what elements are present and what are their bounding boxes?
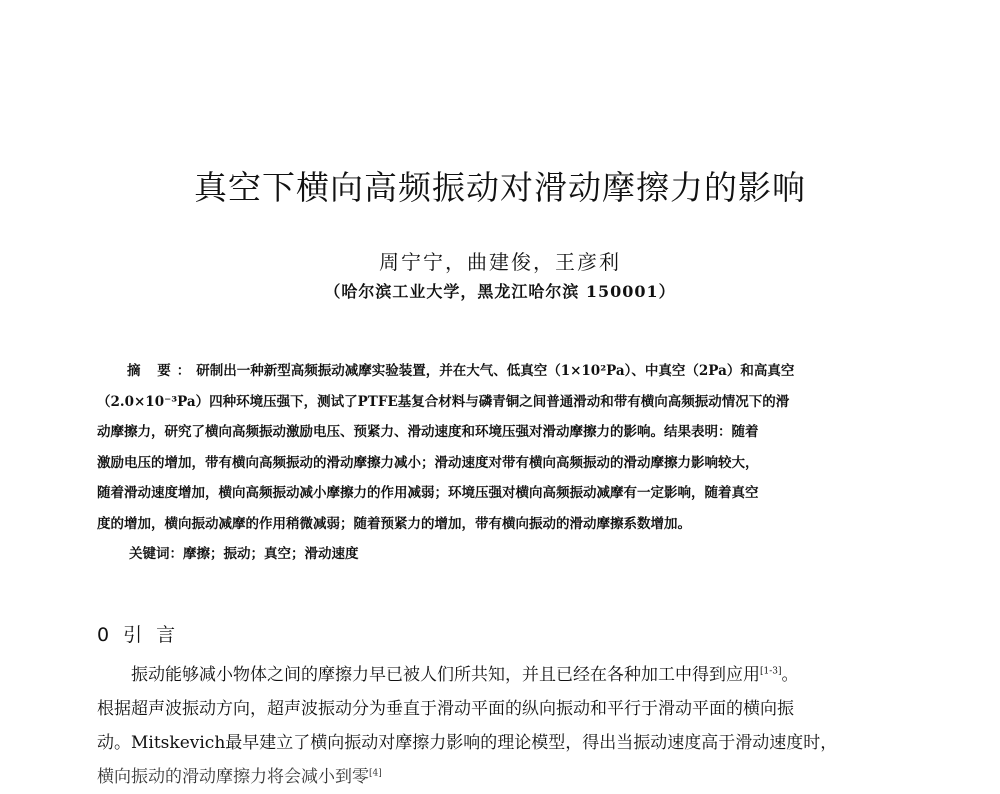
citation-ref: [4] bbox=[369, 768, 382, 779]
abstract-label: 摘 要： bbox=[127, 363, 197, 379]
section-heading: 0 引 言 bbox=[97, 624, 180, 646]
body-line: 动。Mitskevich最早建立了横向振动对摩擦力影响的理论模型，得出当振动速度高于滑动速度时， bbox=[97, 733, 838, 753]
body-line-text: 横向振动的滑动摩擦力将会减小到零 bbox=[97, 767, 369, 787]
keywords: 关键词：摩擦；振动；真空；滑动速度 bbox=[129, 546, 359, 562]
abstract-block bbox=[97, 356, 915, 539]
paper-affiliation: （哈尔滨工业大学，黑龙江哈尔滨 150001） bbox=[324, 282, 676, 301]
abstract-line: 动摩擦力，研究了横向高频振动激励电压、预紧力、滑动速度和环境压强对滑动摩擦力的影响。结果表明：随着 bbox=[97, 424, 759, 440]
paper-authors: 周宁宁，曲建俊，王彦利 bbox=[379, 250, 621, 274]
body-line bbox=[97, 658, 912, 692]
body-line-text: 振动能够减小物体之间的摩擦力早已被人们所共知，并且已经在各种加工中得到应用 bbox=[131, 665, 760, 685]
abstract-line: 激励电压的增加，带有横向高频振动的滑动摩擦力减小；滑动速度对带有横向高频振动的滑动摩擦力影响较大， bbox=[97, 454, 759, 471]
body-line-partial bbox=[97, 760, 912, 794]
abstract-line: 度的增加，横向振动减摩的作用稍微减弱；随着预紧力的增加，带有横向振动的滑动摩擦系数增加。 bbox=[97, 515, 691, 532]
body-line: 根据超声波振动方向，超声波振动分为垂直于滑动平面的纵向振动和平行于滑动平面的横向振 bbox=[97, 699, 794, 719]
body-text bbox=[97, 658, 912, 794]
abstract-line: （2.0×10⁻³Pa）四种环境压强下，测试了PTFE基复合材料与磷青铜之间普通滑动和带有横向高频振动情况下的滑 bbox=[97, 393, 790, 410]
abstract-text: 研制出一种新型高频振动减摩实验装置，并在大气、低真空（1×10²Pa）、中真空（2Pa）和高真空 bbox=[196, 363, 795, 379]
body-line-end: 。 bbox=[781, 665, 799, 685]
abstract-line bbox=[97, 356, 915, 387]
abstract-line: 随着滑动速度增加，横向高频振动减小摩擦力的作用减弱；环境压强对横向高频振动减摩有一定影响，随着真空 bbox=[97, 485, 759, 501]
paper-title: 真空下横向高频振动对滑动摩擦力的影响 bbox=[194, 168, 806, 207]
citation-ref: [1-3] bbox=[760, 666, 782, 677]
